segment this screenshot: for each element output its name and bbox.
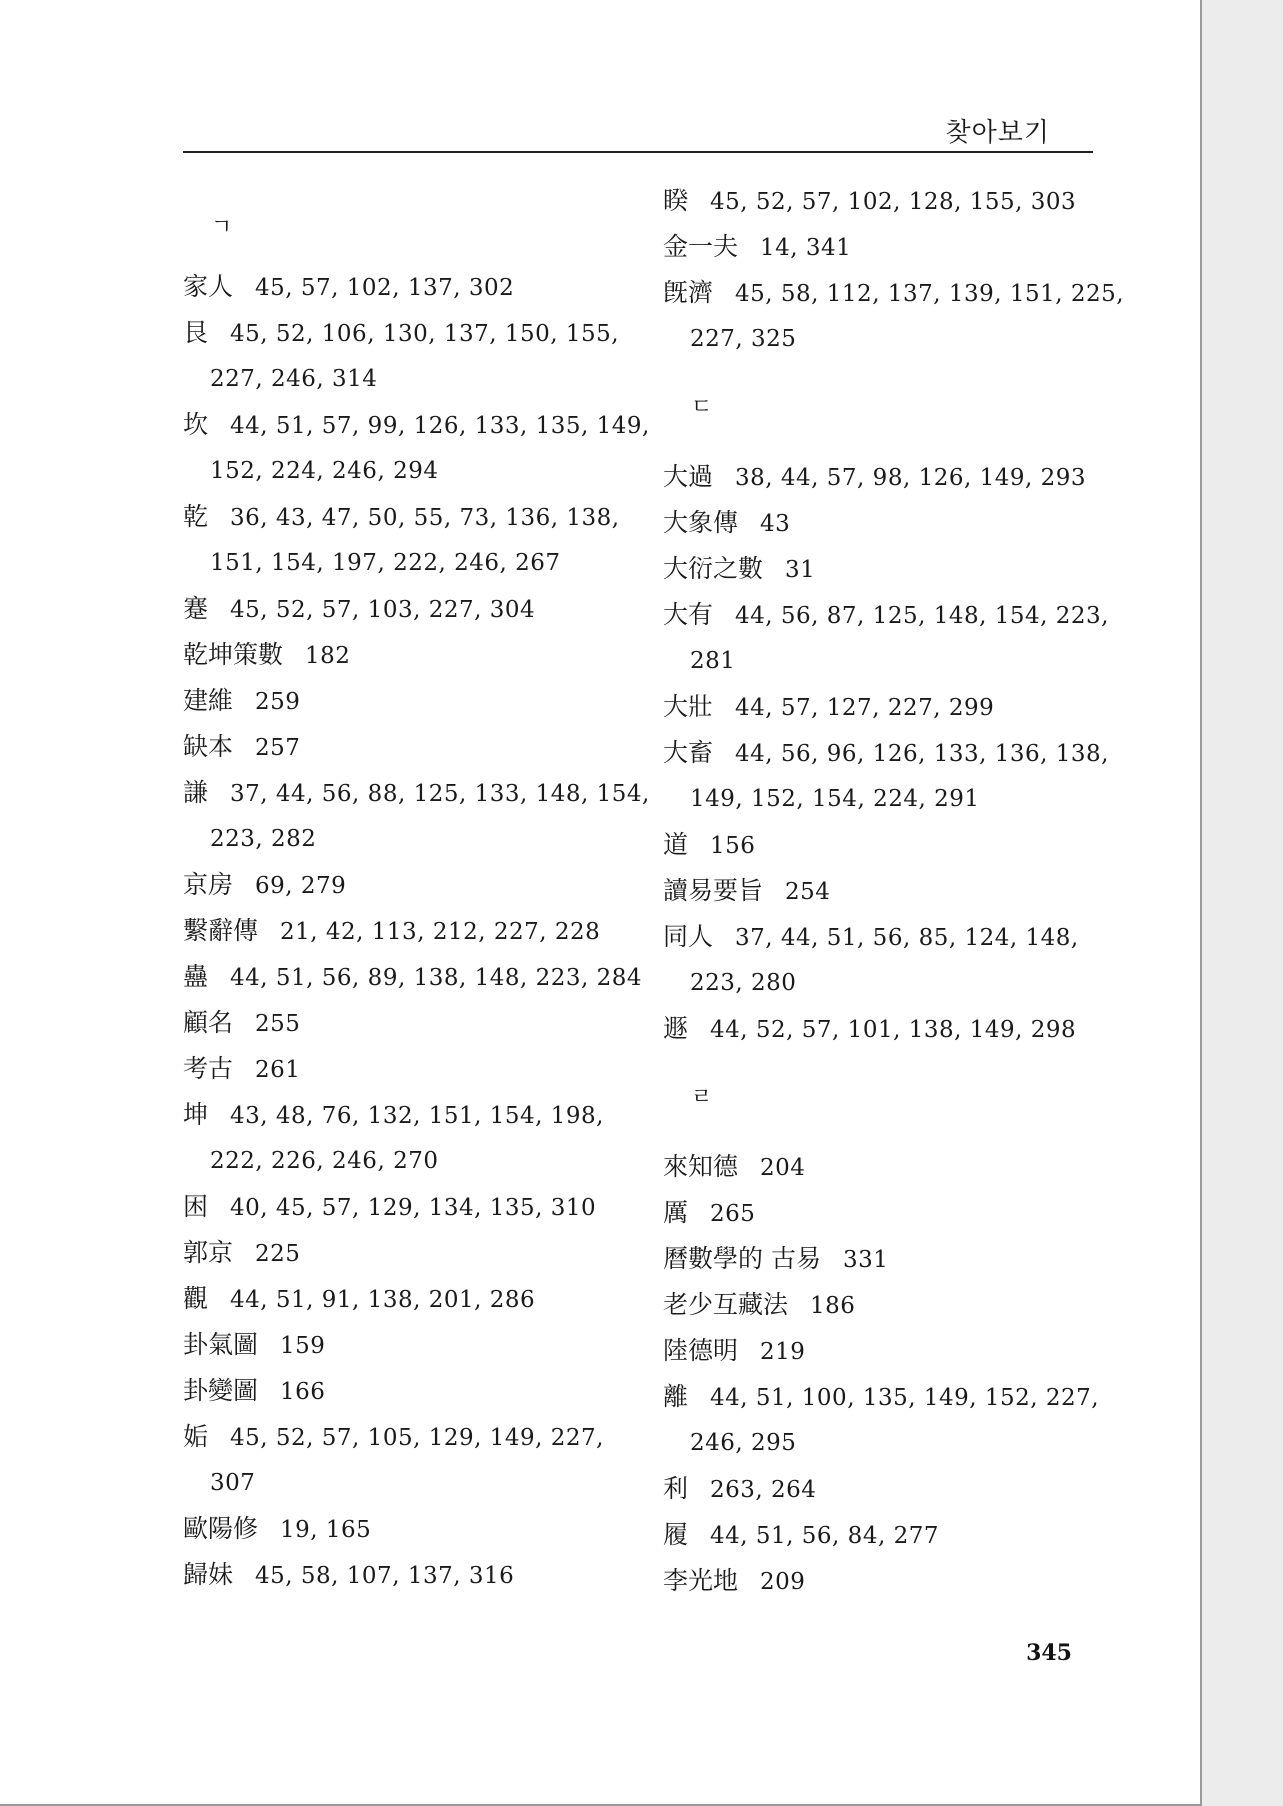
index-term: 同人 bbox=[663, 922, 714, 951]
index-entry-continuation: 227, 246, 314 bbox=[210, 366, 378, 392]
index-entry bbox=[663, 546, 1113, 592]
index-page-refs: 44, 56, 87, 125, 148, 154, 223, bbox=[735, 603, 1109, 629]
index-term: 家人 bbox=[183, 272, 234, 301]
index-term: 艮 bbox=[183, 318, 209, 347]
index-page-refs: 331 bbox=[842, 1247, 889, 1273]
index-page-refs: 44, 51, 100, 135, 149, 152, 227, bbox=[710, 1385, 1100, 1411]
index-page-refs: 45, 52, 57, 105, 129, 149, 227, bbox=[230, 1425, 604, 1451]
index-entry-list bbox=[183, 264, 650, 1598]
section-letter: ㄱ bbox=[211, 215, 233, 240]
index-entry bbox=[183, 1368, 633, 1414]
index-term: 大畜 bbox=[663, 738, 714, 767]
index-page-refs: 159 bbox=[280, 1333, 326, 1359]
index-page-refs: 14, 341 bbox=[760, 235, 852, 261]
index-page-refs: 31 bbox=[785, 557, 816, 583]
index-entry bbox=[663, 730, 1113, 776]
index-term: 來知德 bbox=[663, 1152, 739, 1181]
index-term: 大過 bbox=[663, 462, 714, 491]
index-page-refs: 261 bbox=[255, 1057, 301, 1083]
index-entry bbox=[183, 1000, 633, 1046]
index-page-refs: 44, 51, 56, 89, 138, 148, 223, 284 bbox=[230, 965, 643, 991]
index-entry bbox=[663, 1236, 1113, 1282]
index-term: 缺本 bbox=[183, 732, 234, 761]
index-entry bbox=[183, 770, 650, 816]
index-term: 厲 bbox=[663, 1198, 689, 1227]
index-term: 蹇 bbox=[183, 594, 209, 623]
index-entry bbox=[183, 1414, 633, 1460]
index-term: 坤 bbox=[183, 1100, 209, 1129]
index-page-refs: 43, 48, 76, 132, 151, 154, 198, bbox=[230, 1103, 604, 1129]
index-page-refs: 257 bbox=[255, 735, 301, 761]
index-term: 利 bbox=[663, 1474, 689, 1503]
index-term: 睽 bbox=[663, 186, 689, 215]
index-page-refs: 45, 57, 102, 137, 302 bbox=[255, 275, 515, 301]
index-entry bbox=[183, 1276, 633, 1322]
index-entry bbox=[183, 1230, 633, 1276]
index-term: 郭京 bbox=[183, 1238, 234, 1267]
index-term: 金一夫 bbox=[663, 232, 739, 261]
index-entry bbox=[663, 914, 1113, 960]
index-term: 蠱 bbox=[183, 962, 209, 991]
index-term: 大象傳 bbox=[663, 508, 739, 537]
page-number: 345 bbox=[1026, 1640, 1072, 1666]
viewer-background bbox=[1202, 0, 1283, 1806]
index-page-refs: 166 bbox=[280, 1379, 326, 1405]
index-term: 卦變圖 bbox=[183, 1376, 259, 1405]
index-term: 遯 bbox=[663, 1014, 689, 1043]
index-term: 老少互藏法 bbox=[663, 1290, 789, 1319]
index-page-refs: 265 bbox=[710, 1201, 756, 1227]
index-term: 繫辭傳 bbox=[183, 916, 259, 945]
index-entry-continuation: 149, 152, 154, 224, 291 bbox=[690, 786, 980, 812]
index-term: 京房 bbox=[183, 870, 234, 899]
index-page-refs: 186 bbox=[810, 1293, 856, 1319]
index-term: 乾坤策數 bbox=[183, 640, 284, 669]
index-page-refs: 225 bbox=[255, 1241, 301, 1267]
index-entry-continuation: 222, 226, 246, 270 bbox=[210, 1148, 439, 1174]
index-page-refs: 43 bbox=[760, 511, 791, 537]
index-page-refs: 44, 57, 127, 227, 299 bbox=[735, 695, 995, 721]
index-entry-continuation: 246, 295 bbox=[690, 1430, 797, 1456]
index-entry bbox=[663, 270, 1125, 316]
index-page-refs: 259 bbox=[255, 689, 301, 715]
index-page-refs: 44, 51, 56, 84, 277 bbox=[710, 1523, 939, 1549]
index-page-refs: 69, 279 bbox=[255, 873, 347, 899]
index-entry bbox=[663, 1558, 1113, 1604]
index-term: 卦氣圖 bbox=[183, 1330, 259, 1359]
index-entry bbox=[663, 500, 1113, 546]
index-term: 離 bbox=[663, 1382, 689, 1411]
index-page-refs: 209 bbox=[760, 1569, 806, 1595]
index-entry bbox=[183, 1322, 633, 1368]
index-page-refs: 21, 42, 113, 212, 227, 228 bbox=[280, 919, 601, 945]
index-entry bbox=[183, 310, 633, 356]
index-term: 建維 bbox=[183, 686, 234, 715]
index-term: 乾 bbox=[183, 502, 209, 531]
index-term: 顧名 bbox=[183, 1008, 234, 1037]
index-entry bbox=[183, 954, 643, 1000]
index-term: 謙 bbox=[183, 778, 209, 807]
index-entry bbox=[663, 1006, 1113, 1052]
index-term: 履 bbox=[663, 1520, 689, 1549]
index-entry bbox=[663, 224, 1113, 270]
index-page-refs: 44, 51, 57, 99, 126, 133, 135, 149, bbox=[230, 413, 650, 439]
index-term: 曆數學的 古易 bbox=[663, 1244, 821, 1273]
index-page-refs: 182 bbox=[305, 643, 351, 669]
index-entry bbox=[183, 1092, 633, 1138]
section-letter: ㄹ bbox=[691, 1085, 713, 1110]
index-page-refs: 44, 52, 57, 101, 138, 149, 298 bbox=[710, 1017, 1077, 1043]
index-page-refs: 44, 56, 96, 126, 133, 136, 138, bbox=[735, 741, 1109, 767]
index-entry bbox=[183, 908, 633, 954]
index-page-refs: 263, 264 bbox=[710, 1477, 817, 1503]
index-page-refs: 19, 165 bbox=[280, 1517, 372, 1543]
index-entry bbox=[663, 1190, 1113, 1236]
index-page-refs: 36, 43, 47, 50, 55, 73, 136, 138, bbox=[230, 505, 620, 531]
index-entry-continuation: 223, 282 bbox=[210, 826, 317, 852]
section-letter: ㄷ bbox=[691, 395, 713, 420]
index-term: 大衍之數 bbox=[663, 554, 764, 583]
index-entry bbox=[663, 1466, 1113, 1512]
index-column-left bbox=[183, 178, 650, 1598]
index-entry-continuation: 307 bbox=[210, 1470, 256, 1496]
index-page-refs: 45, 52, 106, 130, 137, 150, 155, bbox=[230, 321, 620, 347]
index-page-refs: 204 bbox=[760, 1155, 806, 1181]
index-term: 歸妹 bbox=[183, 1560, 234, 1589]
index-entry bbox=[663, 178, 1113, 224]
index-entry bbox=[183, 264, 633, 310]
index-term: 讀易要旨 bbox=[663, 876, 764, 905]
index-page-refs: 44, 51, 91, 138, 201, 286 bbox=[230, 1287, 536, 1313]
index-term: 困 bbox=[183, 1192, 209, 1221]
index-page-refs: 156 bbox=[710, 833, 756, 859]
index-page-refs: 45, 52, 57, 103, 227, 304 bbox=[230, 597, 536, 623]
index-entry bbox=[663, 1144, 1113, 1190]
index-term: 李光地 bbox=[663, 1566, 739, 1595]
index-entry bbox=[183, 402, 650, 448]
index-entry bbox=[183, 494, 633, 540]
index-term: 大有 bbox=[663, 600, 714, 629]
index-page-refs: 45, 58, 107, 137, 316 bbox=[255, 1563, 515, 1589]
index-entry bbox=[183, 1184, 633, 1230]
index-page-refs: 37, 44, 56, 88, 125, 133, 148, 154, bbox=[230, 781, 650, 807]
index-entry bbox=[183, 1046, 633, 1092]
index-entry bbox=[663, 1374, 1113, 1420]
index-entry-continuation: 281 bbox=[690, 648, 736, 674]
index-entry bbox=[183, 586, 633, 632]
index-entry bbox=[663, 684, 1113, 730]
index-entry bbox=[663, 822, 1113, 868]
index-entry-continuation: 151, 154, 197, 222, 246, 267 bbox=[210, 550, 561, 576]
index-term: 觀 bbox=[183, 1284, 209, 1313]
index-entry bbox=[663, 1328, 1113, 1374]
index-page-refs: 255 bbox=[255, 1011, 301, 1037]
index-page-refs: 45, 58, 112, 137, 139, 151, 225, bbox=[735, 281, 1125, 307]
index-page-refs: 40, 45, 57, 129, 134, 135, 310 bbox=[230, 1195, 597, 1221]
index-term: 陸德明 bbox=[663, 1336, 739, 1365]
index-entry bbox=[663, 592, 1113, 638]
index-entry-continuation: 223, 280 bbox=[690, 970, 797, 996]
index-term: 坎 bbox=[183, 410, 209, 439]
index-page-refs: 45, 52, 57, 102, 128, 155, 303 bbox=[710, 189, 1077, 215]
header-rule bbox=[183, 151, 1093, 153]
index-entry bbox=[663, 1282, 1113, 1328]
index-entry bbox=[183, 724, 633, 770]
index-entry-continuation: 227, 325 bbox=[690, 326, 797, 352]
index-term: 考古 bbox=[183, 1054, 234, 1083]
index-entry bbox=[183, 1506, 633, 1552]
running-header-title: 찾아보기 bbox=[945, 118, 1050, 148]
index-entry bbox=[663, 868, 1113, 914]
index-term: 歐陽修 bbox=[183, 1514, 259, 1543]
index-entry bbox=[183, 678, 633, 724]
index-entry bbox=[183, 1552, 633, 1598]
index-entry-list bbox=[663, 178, 1125, 1604]
index-page-refs: 254 bbox=[785, 879, 831, 905]
index-term: 道 bbox=[663, 830, 689, 859]
index-entry bbox=[663, 1512, 1113, 1558]
index-entry bbox=[663, 454, 1113, 500]
index-page-refs: 219 bbox=[760, 1339, 806, 1365]
index-page-refs: 37, 44, 51, 56, 85, 124, 148, bbox=[735, 925, 1079, 951]
index-term: 大壯 bbox=[663, 692, 714, 721]
index-term: 旣濟 bbox=[663, 278, 714, 307]
index-entry bbox=[183, 862, 633, 908]
index-column-right bbox=[663, 178, 1125, 1604]
index-entry bbox=[183, 632, 633, 678]
index-page-refs: 38, 44, 57, 98, 126, 149, 293 bbox=[735, 465, 1087, 491]
index-term: 姤 bbox=[183, 1422, 209, 1451]
index-entry-continuation: 152, 224, 246, 294 bbox=[210, 458, 439, 484]
